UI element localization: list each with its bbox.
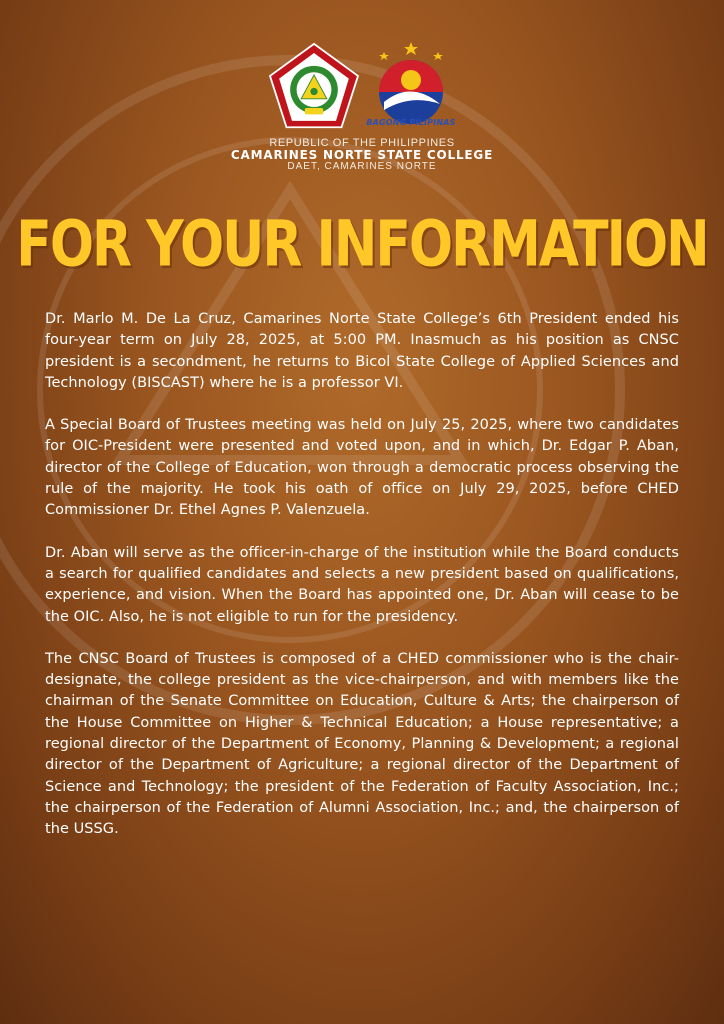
paragraph-term-end: Dr. Marlo M. De La Cruz, Camarines Norte State College’s 6th President ended his four-year term on July 28, 2025, at 5:00 PM. Inasmuch as his position as CNSC president is a secondment, he returns to Bicol State College of Applied Sciences and Technology (BISCAST) where he is a professor VI. [45,311,679,391]
paragraph-oic-role: Dr. Aban will serve as the officer-in-charge of the institution while the Board conducts a search for qualified candidates and selects a new president based on qualifications, experience, and vision. When the Board has appointed one, Dr. Aban will cease to be the OIC. Also, he is not eligible to run for the presidency. [45,544,679,625]
college-seal-logo [268,42,360,130]
college-location: DAET, CAMARINES NORTE [287,161,437,172]
paragraph-board-composition: The CNSC Board of Trustees is composed of a CHED commissioner who is the chair-designate, the college president as the vice-chairperson, and with members like the chairman of the Senate Committee on Education, Culture & Arts; the chairperson of the House Committee on Higher & Technical Education; a House representative; a regional director of the Department of Economy, Planning & Development; a regional director of the Department of Agriculture; a regional director of the Department of Science and Technology; the president of the Federation of Faculty Association, Inc.; the chairperson of the Federation of Alumni Association, Inc.; and, the chairperson of the USSG. [45,650,679,838]
paragraph-board-meeting: A Special Board of Trustees meeting was held on July 25, 2025, where two candidates for OIC-President were presented and voted upon, and in which, Dr. Edgar P. Aban, director of the College of Education, won through a democratic process observing the rule of the majority. He took his oath of office on July 29, 2025, before CHED Commissioner Dr. Ethel Agnes P. Valenzuela. [45,417,679,519]
bagong-pilipinas-label: BAGONG PILIPINAS [366,118,456,127]
header [0,0,724,180]
announcement-body [45,309,679,862]
page-title: FOR YOUR INFORMATION [16,208,708,282]
republic-line: REPUBLIC OF THE PHILIPPINES [269,137,455,149]
college-name: CAMARINES NORTE STATE COLLEGE [230,148,494,162]
